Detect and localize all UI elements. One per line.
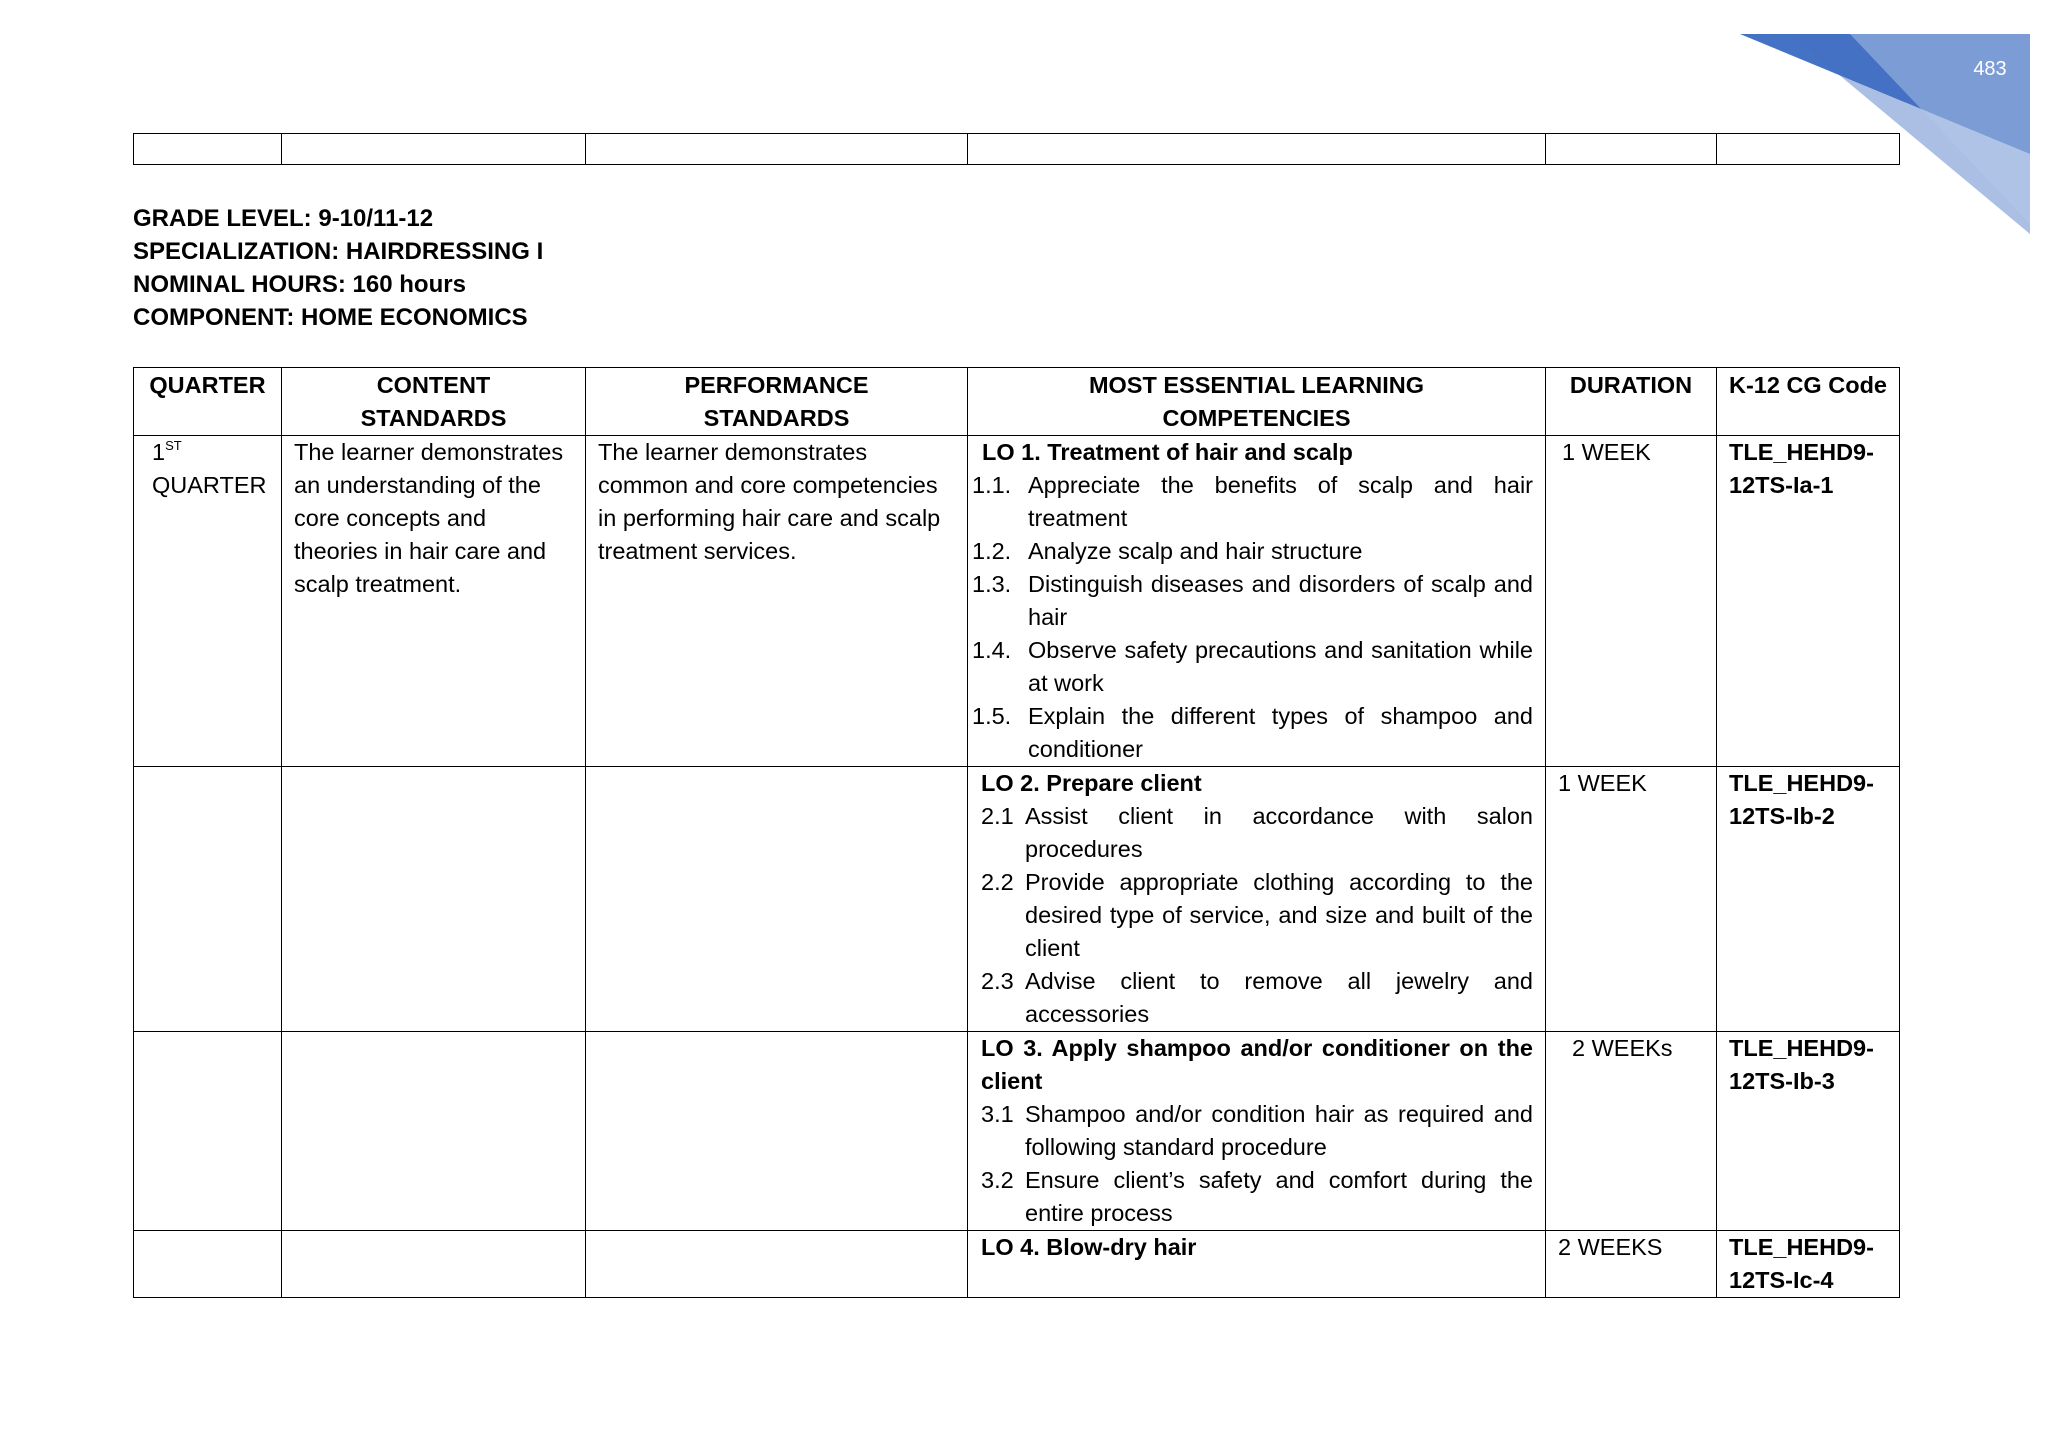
competency-item bbox=[972, 535, 1533, 568]
item-text: Appreciate the benefits of scalp and hair treatment bbox=[1028, 472, 1533, 531]
item-text: Ensure client’s safety and comfort during the entire process bbox=[1025, 1167, 1533, 1226]
table-row bbox=[134, 767, 1900, 1032]
performance-standard-cell bbox=[586, 1231, 968, 1298]
performance-standard-cell bbox=[586, 1032, 968, 1231]
duration-cell: 1 WEEK bbox=[1546, 767, 1717, 1032]
cg-code-cell: TLE_HEHD9-12TS-Ic-4 bbox=[1717, 1231, 1900, 1298]
content-standard-cell bbox=[282, 1032, 586, 1231]
empty-cell bbox=[1717, 134, 1900, 165]
item-text: Explain the different types of shampoo and conditioner bbox=[1028, 703, 1533, 762]
curriculum-table bbox=[133, 367, 1900, 1298]
item-text: Shampoo and/or condition hair as required and following standard procedure bbox=[1025, 1101, 1533, 1160]
nominal-hours: NOMINAL HOURS: 160 hours bbox=[133, 271, 466, 298]
empty-cell bbox=[134, 134, 282, 165]
header-row bbox=[134, 368, 1900, 436]
table-continuation-strip bbox=[133, 133, 1900, 165]
duration-cell: 2 WEEKS bbox=[1546, 1231, 1717, 1298]
competencies-cell bbox=[968, 1231, 1546, 1298]
learning-outcome-title: LO 1. Treatment of hair and scalp bbox=[982, 439, 1353, 465]
performance-standard-cell: The learner demonstrates common and core competencies in performing hair care and scalp treatment services. bbox=[586, 436, 968, 767]
item-number: 2.2 bbox=[981, 869, 1014, 895]
competency-item bbox=[980, 800, 1533, 866]
empty-cell bbox=[282, 134, 586, 165]
learning-outcome-title: LO 4. Blow-dry hair bbox=[981, 1234, 1197, 1260]
header-code: K-12 CG Code bbox=[1717, 368, 1900, 436]
item-text: Analyze scalp and hair structure bbox=[1028, 538, 1363, 564]
competency-item bbox=[980, 1098, 1533, 1164]
item-text: Advise client to remove all jewelry and accessories bbox=[1025, 968, 1533, 1027]
competencies-cell bbox=[968, 1032, 1546, 1231]
grade-level: GRADE LEVEL: 9-10/11-12 bbox=[133, 205, 434, 232]
quarter-cell bbox=[134, 436, 282, 767]
performance-standard-cell bbox=[586, 767, 968, 1032]
learning-outcome-title: LO 3. Apply shampoo and/or conditioner on the client bbox=[981, 1035, 1533, 1094]
quarter-word: QUARTER bbox=[152, 472, 267, 498]
item-number: 3.2 bbox=[981, 1167, 1014, 1193]
content-standard-cell: The learner demonstrates an understanding of the core concepts and theories in hair care and scalp treatment. bbox=[282, 436, 586, 767]
item-number: 3.1 bbox=[981, 1101, 1014, 1127]
empty-cell bbox=[586, 134, 968, 165]
competency-item bbox=[980, 866, 1533, 965]
competencies-cell bbox=[968, 436, 1546, 767]
table-row bbox=[134, 436, 1900, 767]
header-performance-standards: PERFORMANCE STANDARDS bbox=[586, 368, 968, 436]
item-number: 1.2. bbox=[972, 538, 1012, 564]
competency-item bbox=[980, 1164, 1533, 1230]
quarter-cell bbox=[134, 1231, 282, 1298]
item-number: 1.3. bbox=[972, 571, 1012, 597]
empty-cell bbox=[968, 134, 1546, 165]
header-melc: MOST ESSENTIAL LEARNING COMPETENCIES bbox=[968, 368, 1546, 436]
content-standard-cell bbox=[282, 767, 586, 1032]
item-number: 2.1 bbox=[981, 803, 1014, 829]
item-number: 2.3 bbox=[981, 968, 1014, 994]
item-number: 1.5. bbox=[972, 703, 1012, 729]
competency-item bbox=[980, 965, 1533, 1031]
cg-code-cell: TLE_HEHD9-12TS-Ib-2 bbox=[1717, 767, 1900, 1032]
header-duration: DURATION bbox=[1546, 368, 1717, 436]
table-row bbox=[134, 1032, 1900, 1231]
competencies-cell bbox=[968, 767, 1546, 1032]
header-content-standards: CONTENT STANDARDS bbox=[282, 368, 586, 436]
quarter-suffix: ST bbox=[165, 438, 182, 453]
quarter-number: 1 bbox=[152, 439, 166, 465]
item-text: Distinguish diseases and disorders of scalp and hair bbox=[1028, 571, 1533, 630]
empty-cell bbox=[1546, 134, 1717, 165]
cg-code-cell: TLE_HEHD9-12TS-Ib-3 bbox=[1717, 1032, 1900, 1231]
item-text: Assist client in accordance with salon procedures bbox=[1025, 803, 1533, 862]
quarter-cell bbox=[134, 767, 282, 1032]
content-standard-cell bbox=[282, 1231, 586, 1298]
competency-item bbox=[972, 469, 1533, 535]
cg-code-cell: TLE_HEHD9-12TS-Ia-1 bbox=[1717, 436, 1900, 767]
item-number: 1.1. bbox=[972, 472, 1012, 498]
curriculum-meta bbox=[133, 202, 543, 334]
quarter-cell bbox=[134, 1032, 282, 1231]
item-number: 1.4. bbox=[972, 637, 1012, 663]
competency-item bbox=[972, 634, 1533, 700]
learning-outcome-title: LO 2. Prepare client bbox=[981, 770, 1202, 796]
component: COMPONENT: HOME ECONOMICS bbox=[133, 304, 528, 331]
duration-cell: 1 WEEK bbox=[1546, 436, 1717, 767]
competency-item bbox=[972, 700, 1533, 766]
page-number: 483 bbox=[1973, 58, 2007, 80]
duration-cell: 2 WEEKs bbox=[1546, 1032, 1717, 1231]
table-row bbox=[134, 1231, 1900, 1298]
competency-item bbox=[972, 568, 1533, 634]
item-text: Provide appropriate clothing according to the desired type of service, and size and built of the client bbox=[1025, 869, 1533, 961]
specialization: SPECIALIZATION: HAIRDRESSING I bbox=[133, 238, 544, 265]
item-text: Observe safety precautions and sanitation while at work bbox=[1028, 637, 1533, 696]
header-quarter: QUARTER bbox=[134, 368, 282, 436]
